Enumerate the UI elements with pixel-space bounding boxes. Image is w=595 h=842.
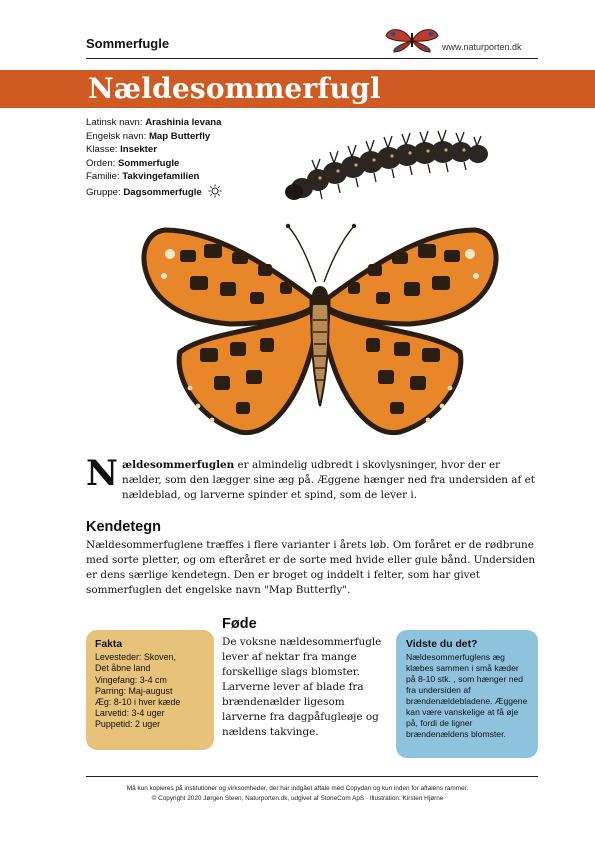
group-value: Dagsommerfugle (123, 186, 202, 198)
footer-copy-notice: Må kun kopieres på institutioner og virksomheder, der har indgået aftale med Copydan og kun inden for aftalens rammer. (126, 785, 469, 792)
intro-paragraph (86, 453, 538, 503)
fode-heading: Føde (222, 616, 257, 632)
species-info: Latinsk navn: Arashinia levana Engelsk navn: Map Butterfly Klasse: Insekter Orden: Sommerfugle Familie: Takvingefamilien Gruppe: Dagsommerfugle (86, 117, 222, 198)
header-divider (86, 58, 538, 59)
vidste-title: Vidste du det? (406, 639, 478, 650)
class-value: Insekter (120, 144, 157, 156)
header-butterfly-logo-icon (384, 24, 440, 54)
intro-bold: ældesommerfuglen (122, 459, 235, 471)
footer (60, 784, 535, 804)
fakta-line: Det åbne land (95, 663, 151, 674)
fode-text: De voksne nældesommerfugle lever af nektar fra mange forskellige slags blomster. Larverne lever af blade fra brændenælder ligesom larverne fra dagpåfugleøje og nældens takvinge. (222, 636, 382, 738)
page-title: Nældesommerfugl (88, 72, 381, 105)
drop-cap: N (86, 453, 118, 494)
vidste-box (396, 630, 538, 758)
kendetegn-text: Nældesommerfuglene træffes i flere varianter i årets løb. Om foråret er de rødbrune med sorte pletter, og om efteråret er de sorte med hvide eller gule bånd. Undersiden er dens særlige kendetegn. Den er broget og inddelt i felter, som har givet sommerfuglen det engelske navn "Map Butterfly". (86, 539, 536, 596)
english-name: Map Butterfly (148, 130, 211, 142)
fakta-line: Æg: 8-10 i hver kæde (95, 697, 181, 708)
order-value: Sommerfugle (118, 157, 180, 169)
fakta-line: Vingefang: 3-4 cm (95, 674, 167, 685)
fakta-line: Larvetid: 3-4 uger (95, 708, 165, 719)
fakta-line: Levesteder: Skoven, (95, 652, 176, 663)
caterpillar-illustration (280, 128, 505, 208)
family-value: Takvingefamilien (122, 171, 200, 183)
fakta-line: Parring: Maj-august (95, 685, 173, 696)
latin-name: Arashinia levana (145, 117, 222, 128)
fakta-line: Puppetid: 2 uger (95, 719, 161, 730)
site-url: www.naturporten.dk (442, 42, 522, 52)
kendetegn-heading: Kendetegn (86, 519, 161, 535)
fakta-title: Fakta (95, 639, 123, 650)
vidste-text: Nældesommerfuglens æg klæbes sammen i små kæder på 8-10 stk. , som hænger ned fra undersiden af brændenældebladene. Æggene kan være vanskelige at få øje på, fordi de ligner brændenældens blomster. (406, 652, 528, 739)
butterfly-illustration (140, 220, 500, 450)
intro-text: er almindelig udbredt i skovlysninger, hvor der er nælder, som den lægger sine æg på. Æggene hænger ned fra undersiden af et nældeblad, og larverne spinder et spind, som de lever i. (122, 459, 535, 501)
footer-copyright: © Copyright 2020 Jørgen Steen, Naturporten.dk, udgivet af StoneCom ApS · Illustration: Kirsten Hjørne (151, 795, 444, 802)
sun-icon (208, 184, 222, 198)
category-label: Sommerfugle (86, 36, 170, 51)
footer-divider (86, 776, 538, 777)
fakta-box (86, 630, 214, 750)
